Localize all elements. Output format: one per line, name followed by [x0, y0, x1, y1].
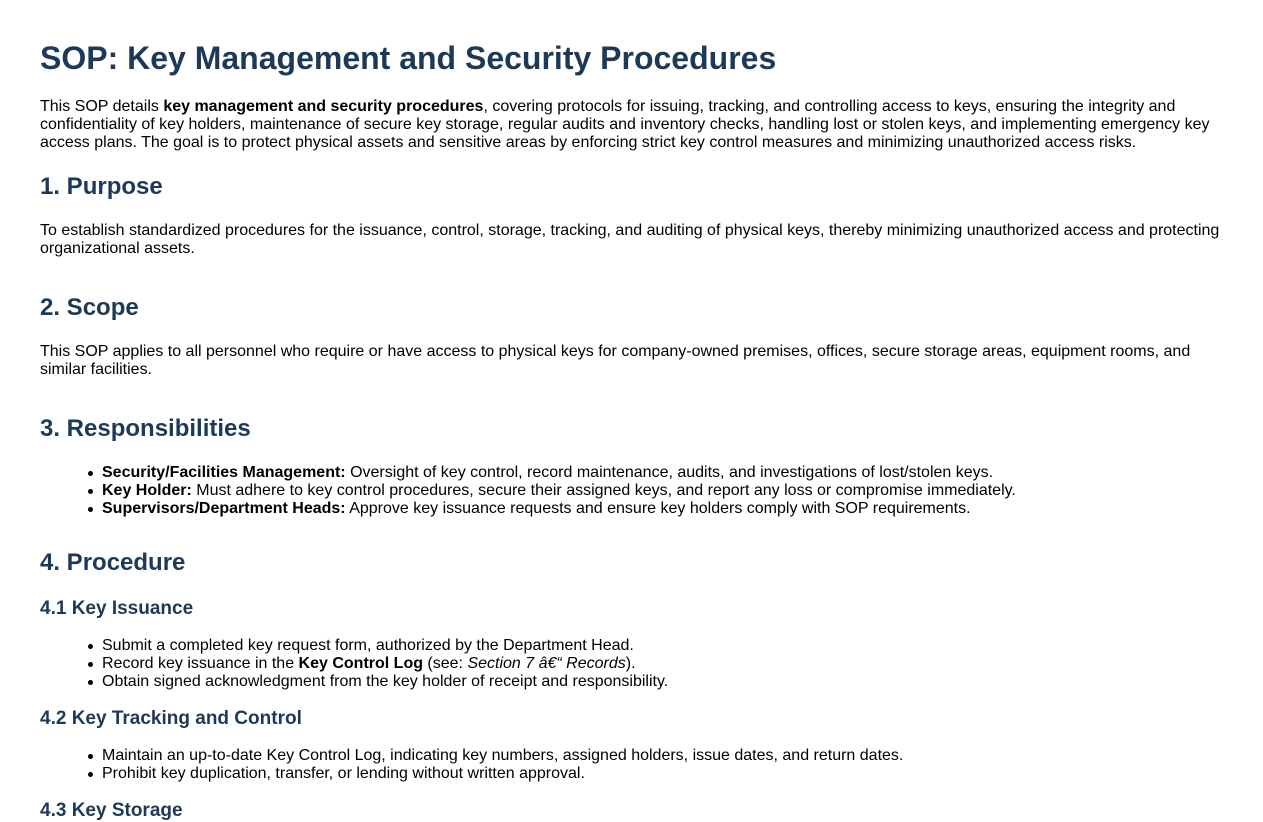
list-item: Submit a completed key request form, authorized by the Department Head.	[102, 637, 1223, 655]
list-item: Obtain signed acknowledgment from the key holder of receipt and responsibility.	[102, 673, 1223, 691]
list-item-label: Key Holder:	[102, 482, 192, 499]
list-item-text: ).	[625, 655, 636, 672]
intro-bold-phrase: key management and security procedures	[163, 98, 484, 115]
list-item-text: Record key issuance in the	[102, 655, 299, 672]
list-item	[102, 464, 1223, 482]
list-item-text: (see:	[422, 655, 468, 672]
subsection-heading-key-issuance: 4.1 Key Issuance	[40, 598, 194, 619]
list-item	[102, 655, 1223, 673]
list-item: Maintain an up-to-date Key Control Log, indicating key numbers, assigned holders, issue dates, and return dates.	[102, 747, 1223, 765]
key-tracking-list	[40, 747, 1223, 783]
responsibilities-list	[40, 464, 1223, 518]
intro-paragraph	[40, 98, 1223, 152]
list-item-text: Oversight of key control, record maintenance, audits, and investigations of lost/stolen keys.	[345, 464, 994, 481]
key-control-log-term: Key Control Log	[298, 655, 423, 672]
section-heading-responsibilities: 3. Responsibilities	[40, 415, 251, 442]
section-reference: Section 7 â€“ Records	[467, 655, 626, 672]
section-heading-scope: 2. Scope	[40, 294, 139, 321]
page-title: SOP: Key Management and Security Procedures	[40, 40, 777, 76]
list-item-label: Supervisors/Department Heads:	[102, 500, 346, 517]
section-heading-purpose: 1. Purpose	[40, 173, 163, 200]
intro-text-start: This SOP details	[40, 98, 164, 115]
key-issuance-list	[40, 637, 1223, 691]
intro-text-end: , covering protocols for issuing, tracking, and controlling access to keys, ensuring the integrity and confidentiality of key holders, maintenance of secure key storage, regular audits and inventory checks, handling lost or stolen keys, and implementing emergency key access plans. The goal is to protect physical assets and sensitive areas by enforcing strict key control measures and minimizing unauthorized access risks.	[40, 98, 1210, 151]
section-heading-procedure: 4. Procedure	[40, 549, 186, 576]
scope-paragraph: This SOP applies to all personnel who require or have access to physical keys for company-owned premises, offices, secure storage areas, equipment rooms, and similar facilities.	[40, 343, 1191, 378]
subsection-heading-key-tracking: 4.2 Key Tracking and Control	[40, 708, 302, 729]
list-item: Prohibit key duplication, transfer, or lending without written approval.	[102, 765, 1223, 783]
purpose-paragraph: To establish standardized procedures for the issuance, control, storage, tracking, and auditing of physical keys, thereby minimizing unauthorized access and protecting organizational assets.	[40, 222, 1220, 257]
list-item	[102, 482, 1223, 500]
list-item	[102, 500, 1223, 518]
list-item-label: Security/Facilities Management:	[102, 464, 346, 481]
list-item-text: Must adhere to key control procedures, secure their assigned keys, and report any loss or compromise immediately.	[191, 482, 1016, 499]
subsection-heading-key-storage: 4.3 Key Storage	[40, 800, 183, 821]
list-item-text: Approve key issuance requests and ensure key holders comply with SOP requirements.	[345, 500, 971, 517]
